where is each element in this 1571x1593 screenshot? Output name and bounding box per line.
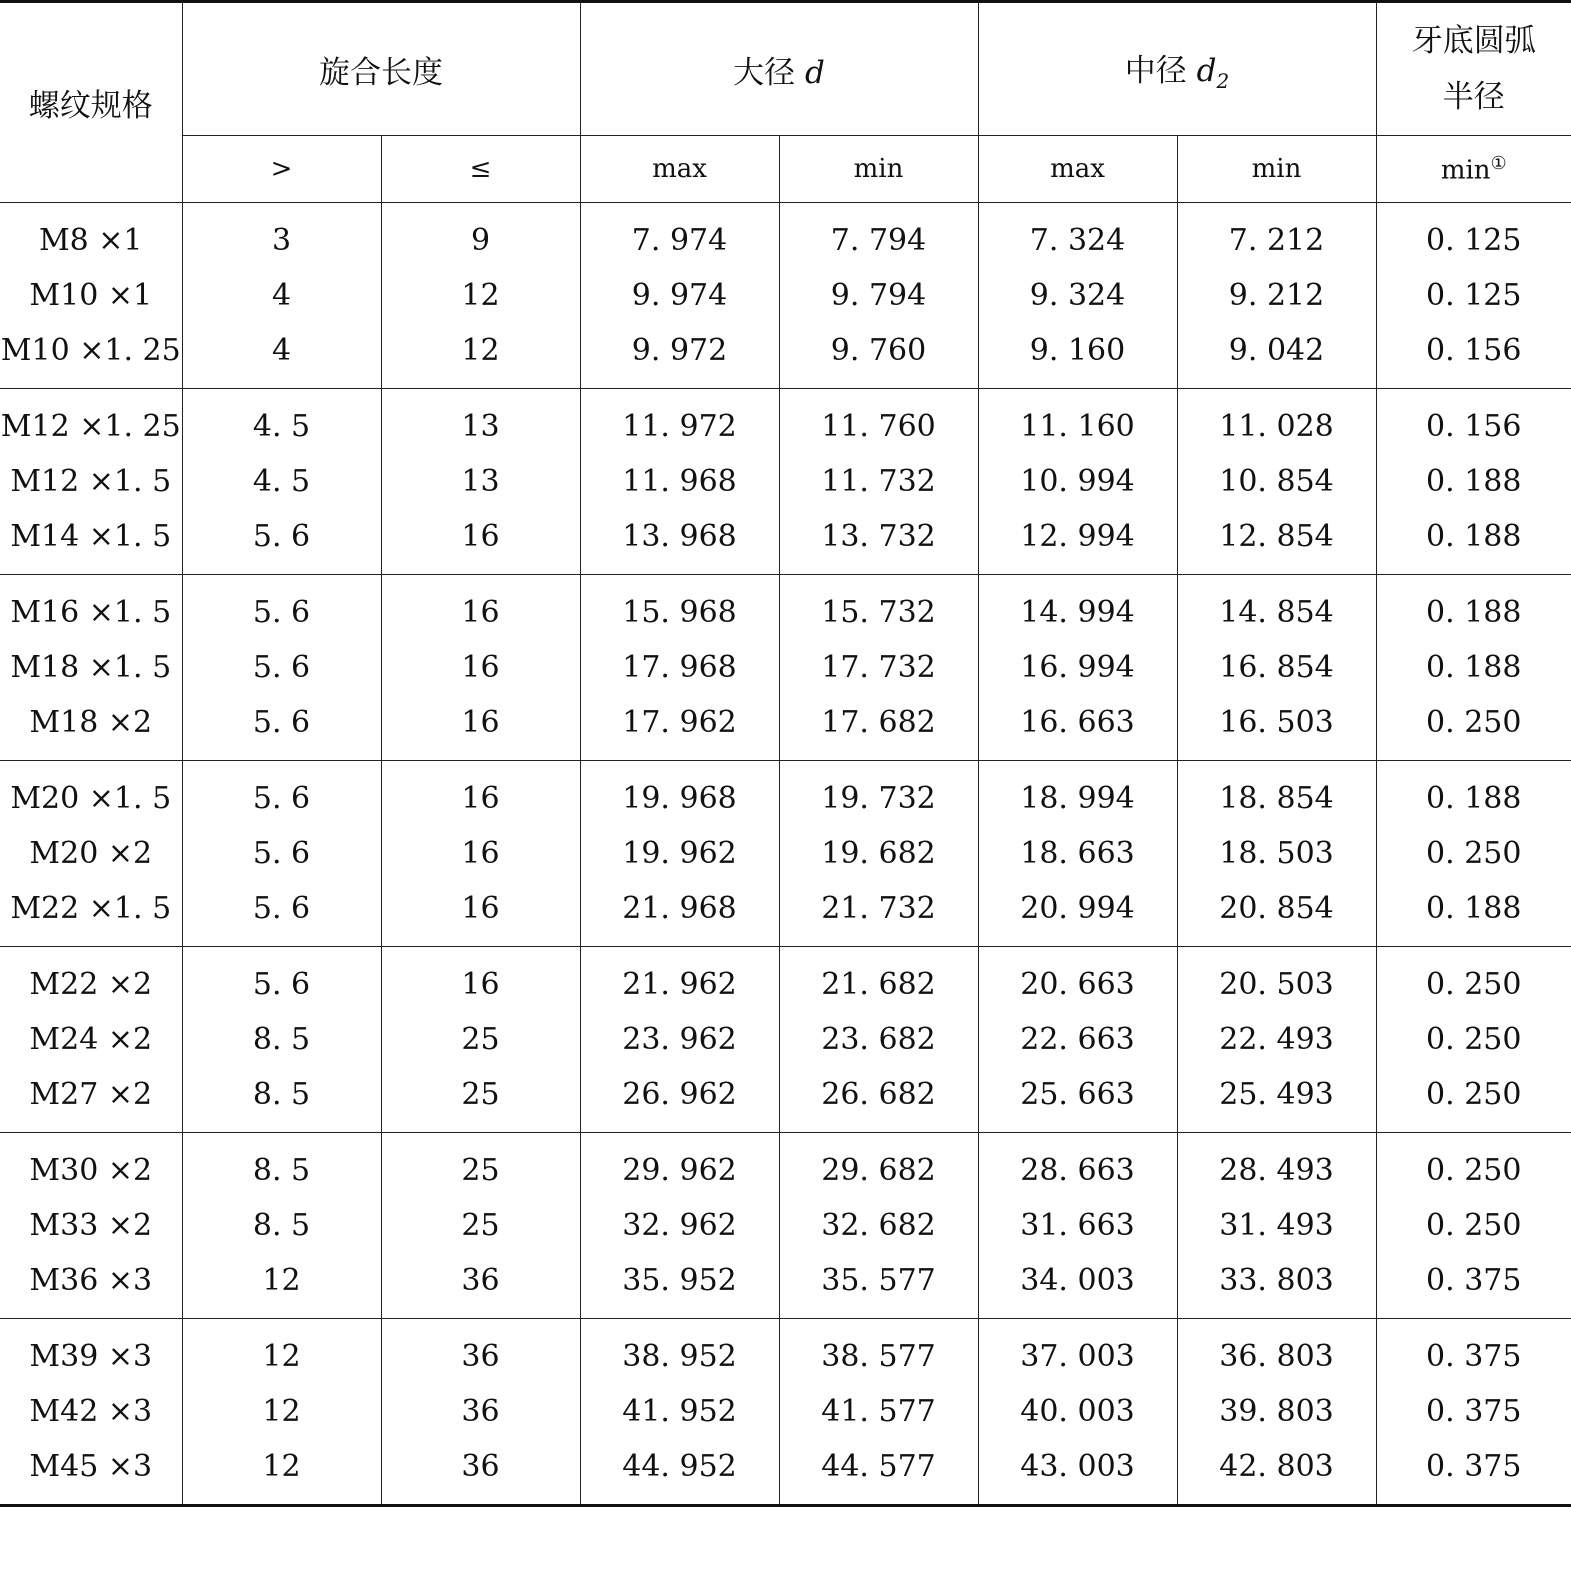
cell-pitch-max: 11. 160: [978, 389, 1177, 455]
cell-pitch-max: 20. 663: [978, 947, 1177, 1013]
cell-engagement-gt: 5. 6: [182, 881, 381, 947]
cell-engagement-gt: 5. 6: [182, 695, 381, 761]
cell-engagement-le: 25: [381, 1198, 580, 1253]
cell-pitch-max: 16. 663: [978, 695, 1177, 761]
cell-engagement-le: 12: [381, 268, 580, 323]
cell-pitch-min: 14. 854: [1177, 575, 1376, 641]
header-root-radius-line2: 半径: [1442, 79, 1505, 115]
cell-pitch-min: 16. 503: [1177, 695, 1376, 761]
table-row: [0, 1384, 1571, 1439]
subheader-major-min-text: min: [853, 154, 904, 184]
cell-major-min: 19. 682: [779, 826, 978, 881]
cell-engagement-le: 25: [381, 1067, 580, 1133]
cell-spec: M39 ×3: [29, 1339, 153, 1374]
cell-engagement-le: 9: [381, 203, 580, 269]
header-pitch-diameter-text: 中径: [1124, 52, 1187, 89]
cell-major-max: 21. 962: [580, 947, 779, 1013]
table-row: [0, 695, 1571, 761]
cell-major-min: 9. 760: [779, 323, 978, 389]
cell-spec: M33 ×2: [29, 1208, 153, 1243]
cell-spec: M12 ×1. 25: [0, 409, 181, 444]
cell-pitch-min: 18. 854: [1177, 761, 1376, 827]
cell-engagement-gt: 8. 5: [182, 1198, 381, 1253]
cell-pitch-max: 9. 160: [978, 323, 1177, 389]
cell-engagement-gt: 4: [182, 323, 381, 389]
cell-pitch-max: 14. 994: [978, 575, 1177, 641]
cell-pitch-max: 12. 994: [978, 509, 1177, 575]
cell-spec: M16 ×1. 5: [10, 595, 172, 630]
cell-major-max: 29. 962: [580, 1133, 779, 1199]
cell-engagement-le: 36: [381, 1384, 580, 1439]
header-row-sub: [0, 136, 1571, 203]
cell-spec: M22 ×1. 5: [0, 881, 182, 947]
cell-major-max: 7. 974: [580, 203, 779, 269]
cell-spec: M10 ×1. 25: [0, 323, 182, 389]
table-row: [0, 1133, 1571, 1199]
cell-root-radius-min: 0. 250: [1376, 695, 1571, 761]
cell-engagement-gt: 5. 6: [182, 826, 381, 881]
table-row: [0, 640, 1571, 695]
cell-engagement-le: 16: [381, 881, 580, 947]
cell-major-min: 17. 682: [779, 695, 978, 761]
cell-pitch-min: 16. 854: [1177, 640, 1376, 695]
cell-root-radius-min: 0. 250: [1376, 947, 1571, 1013]
cell-spec: M20 ×1. 5: [10, 781, 172, 816]
cell-pitch-max: 9. 324: [978, 268, 1177, 323]
cell-engagement-gt: 3: [182, 203, 381, 269]
cell-root-radius-min: 0. 188: [1376, 575, 1571, 641]
cell-major-min: 29. 682: [779, 1133, 978, 1199]
table-row: [0, 203, 1571, 269]
cell-pitch-min: 20. 854: [1177, 881, 1376, 947]
table-row: [0, 323, 1571, 389]
table-row: [0, 1319, 1571, 1385]
cell-pitch-max: 16. 994: [978, 640, 1177, 695]
cell-major-max: 15. 968: [580, 575, 779, 641]
cell-engagement-gt: 8. 5: [182, 1012, 381, 1067]
cell-engagement-le: 36: [381, 1253, 580, 1319]
cell-spec: M10 ×1: [29, 278, 153, 313]
cell-spec: M22 ×2: [29, 967, 153, 1002]
cell-pitch-max: 20. 994: [978, 881, 1177, 947]
cell-spec: M45 ×3: [0, 1439, 182, 1506]
cell-spec: M12 ×1. 5: [10, 464, 172, 499]
cell-major-max: 9. 974: [580, 268, 779, 323]
subheader-major-min: [779, 136, 978, 203]
cell-pitch-min: 7. 212: [1177, 203, 1376, 269]
table-row: [0, 761, 1571, 827]
table-row: [0, 509, 1571, 575]
cell-pitch-max: 28. 663: [978, 1133, 1177, 1199]
cell-major-min: 11. 760: [779, 389, 978, 455]
cell-major-min: 17. 732: [779, 640, 978, 695]
cell-major-min: 44. 577: [779, 1439, 978, 1506]
cell-pitch-min: 42. 803: [1177, 1439, 1376, 1506]
cell-spec: M30 ×2: [29, 1153, 153, 1188]
cell-major-min: 21. 682: [779, 947, 978, 1013]
cell-major-max: 11. 972: [580, 389, 779, 455]
cell-major-max: 9. 972: [580, 323, 779, 389]
table-row: [0, 1439, 1571, 1506]
header-engagement-length: [182, 2, 580, 136]
cell-root-radius-min: 0. 250: [1376, 1067, 1571, 1133]
cell-root-radius-min: 0. 156: [1376, 389, 1571, 455]
table-row: [0, 1067, 1571, 1133]
cell-major-min: 7. 794: [779, 203, 978, 269]
header-spec-text: 螺纹规格: [28, 88, 153, 124]
cell-root-radius-min: 0. 125: [1376, 268, 1571, 323]
cell-engagement-gt: 8. 5: [182, 1067, 381, 1133]
table-row: [0, 575, 1571, 641]
cell-pitch-min: 39. 803: [1177, 1384, 1376, 1439]
cell-engagement-le: 16: [381, 761, 580, 827]
cell-spec: M24 ×2: [29, 1022, 153, 1057]
cell-root-radius-min: 0. 375: [1376, 1319, 1571, 1385]
header-row-top: [0, 2, 1571, 136]
subheader-root-min-text: min: [1440, 155, 1491, 186]
subheader-root-min: [1376, 136, 1571, 203]
cell-pitch-max: 18. 994: [978, 761, 1177, 827]
cell-pitch-max: 18. 663: [978, 826, 1177, 881]
header-major-diameter: [580, 2, 978, 136]
header-major-diameter-text: 大径: [733, 54, 796, 91]
cell-root-radius-min: 0. 188: [1376, 509, 1571, 575]
table-row: [0, 454, 1571, 509]
cell-major-min: 26. 682: [779, 1067, 978, 1133]
cell-pitch-min: 31. 493: [1177, 1198, 1376, 1253]
table-row: [0, 947, 1571, 1013]
cell-pitch-min: 22. 493: [1177, 1012, 1376, 1067]
table-row: [0, 1012, 1571, 1067]
cell-engagement-le: 36: [381, 1439, 580, 1506]
cell-engagement-gt: 5. 6: [182, 947, 381, 1013]
cell-major-max: 17. 962: [580, 695, 779, 761]
cell-spec: M14 ×1. 5: [0, 509, 182, 575]
header-pitch-diameter-subscript: 2: [1216, 69, 1230, 94]
cell-engagement-le: 16: [381, 575, 580, 641]
cell-pitch-min: 25. 493: [1177, 1067, 1376, 1133]
cell-pitch-min: 20. 503: [1177, 947, 1376, 1013]
cell-major-min: 15. 732: [779, 575, 978, 641]
cell-engagement-le: 13: [381, 389, 580, 455]
cell-engagement-le: 16: [381, 640, 580, 695]
table-row: [0, 268, 1571, 323]
cell-pitch-max: 22. 663: [978, 1012, 1177, 1067]
cell-pitch-min: 11. 028: [1177, 389, 1376, 455]
cell-spec: M18 ×2: [0, 695, 182, 761]
cell-pitch-min: 9. 212: [1177, 268, 1376, 323]
cell-root-radius-min: 0. 188: [1376, 881, 1571, 947]
table-body: [0, 203, 1571, 1506]
cell-major-max: 44. 952: [580, 1439, 779, 1506]
cell-major-max: 38. 952: [580, 1319, 779, 1385]
cell-spec: M42 ×3: [29, 1394, 153, 1429]
cell-pitch-max: 37. 003: [978, 1319, 1177, 1385]
cell-pitch-max: 10. 994: [978, 454, 1177, 509]
header-root-radius-line1: 牙底圆弧: [1411, 23, 1536, 59]
cell-engagement-gt: 12: [182, 1439, 381, 1506]
cell-pitch-max: 34. 003: [978, 1253, 1177, 1319]
cell-root-radius-min: 0. 375: [1376, 1253, 1571, 1319]
cell-spec: M27 ×2: [0, 1067, 182, 1133]
cell-engagement-gt: 12: [182, 1319, 381, 1385]
cell-engagement-gt: 5. 6: [182, 640, 381, 695]
cell-engagement-le: 16: [381, 695, 580, 761]
cell-pitch-min: 36. 803: [1177, 1319, 1376, 1385]
cell-pitch-min: 9. 042: [1177, 323, 1376, 389]
table-row: [0, 1253, 1571, 1319]
cell-major-min: 38. 577: [779, 1319, 978, 1385]
header-spec: [0, 2, 182, 203]
cell-major-min: 41. 577: [779, 1384, 978, 1439]
cell-pitch-max: 43. 003: [978, 1439, 1177, 1506]
footnote-mark: ①: [1490, 152, 1507, 174]
cell-engagement-gt: 5. 6: [182, 761, 381, 827]
cell-engagement-gt: 12: [182, 1253, 381, 1319]
cell-major-max: 19. 968: [580, 761, 779, 827]
cell-major-min: 13. 732: [779, 509, 978, 575]
cell-engagement-gt: 4. 5: [182, 389, 381, 455]
cell-major-max: 19. 962: [580, 826, 779, 881]
cell-major-min: 9. 794: [779, 268, 978, 323]
subheader-pitch-max: [978, 136, 1177, 203]
cell-root-radius-min: 0. 188: [1376, 640, 1571, 695]
subheader-le-text: ≤: [469, 154, 492, 184]
subheader-major-max-text: max: [652, 154, 707, 184]
header-engagement-length-text: 旋合长度: [319, 54, 443, 91]
cell-spec: M18 ×1. 5: [10, 650, 172, 685]
cell-engagement-le: 13: [381, 454, 580, 509]
cell-engagement-gt: 8. 5: [182, 1133, 381, 1199]
cell-pitch-max: 7. 324: [978, 203, 1177, 269]
cell-pitch-max: 40. 003: [978, 1384, 1177, 1439]
cell-spec: M8 ×1: [38, 223, 143, 258]
cell-pitch-min: 33. 803: [1177, 1253, 1376, 1319]
subheader-le: [381, 136, 580, 203]
cell-pitch-min: 10. 854: [1177, 454, 1376, 509]
cell-root-radius-min: 0. 375: [1376, 1439, 1571, 1506]
cell-engagement-le: 36: [381, 1319, 580, 1385]
subheader-pitch-max-text: max: [1050, 154, 1105, 184]
cell-major-min: 19. 732: [779, 761, 978, 827]
cell-spec: M20 ×2: [29, 836, 153, 871]
cell-major-max: 35. 952: [580, 1253, 779, 1319]
header-major-diameter-symbol: d: [805, 54, 825, 91]
subheader-pitch-min-text: min: [1251, 154, 1302, 184]
cell-engagement-le: 12: [381, 323, 580, 389]
cell-engagement-gt: 4. 5: [182, 454, 381, 509]
cell-spec: M36 ×3: [0, 1253, 182, 1319]
subheader-pitch-min: [1177, 136, 1376, 203]
cell-engagement-le: 25: [381, 1012, 580, 1067]
cell-pitch-min: 12. 854: [1177, 509, 1376, 575]
cell-root-radius-min: 0. 250: [1376, 1012, 1571, 1067]
cell-major-max: 41. 952: [580, 1384, 779, 1439]
cell-pitch-min: 18. 503: [1177, 826, 1376, 881]
cell-major-max: 26. 962: [580, 1067, 779, 1133]
cell-engagement-le: 16: [381, 947, 580, 1013]
subheader-gt: [182, 136, 381, 203]
cell-engagement-gt: 4: [182, 268, 381, 323]
subheader-major-max: [580, 136, 779, 203]
cell-engagement-le: 16: [381, 509, 580, 575]
cell-engagement-gt: 12: [182, 1384, 381, 1439]
cell-root-radius-min: 0. 375: [1376, 1384, 1571, 1439]
cell-major-max: 32. 962: [580, 1198, 779, 1253]
cell-pitch-min: 28. 493: [1177, 1133, 1376, 1199]
cell-major-max: 23. 962: [580, 1012, 779, 1067]
cell-root-radius-min: 0. 125: [1376, 203, 1571, 269]
header-pitch-diameter: [978, 2, 1376, 136]
table-row: [0, 826, 1571, 881]
table-row: [0, 881, 1571, 947]
header-pitch-diameter-symbol: d: [1196, 52, 1217, 89]
cell-root-radius-min: 0. 250: [1376, 1133, 1571, 1199]
cell-root-radius-min: 0. 156: [1376, 323, 1571, 389]
cell-root-radius-min: 0. 188: [1376, 454, 1571, 509]
cell-pitch-max: 25. 663: [978, 1067, 1177, 1133]
cell-major-min: 32. 682: [779, 1198, 978, 1253]
cell-major-min: 35. 577: [779, 1253, 978, 1319]
cell-major-min: 23. 682: [779, 1012, 978, 1067]
cell-engagement-le: 25: [381, 1133, 580, 1199]
cell-root-radius-min: 0. 250: [1376, 826, 1571, 881]
cell-major-max: 11. 968: [580, 454, 779, 509]
cell-root-radius-min: 0. 250: [1376, 1198, 1571, 1253]
table-row: [0, 389, 1571, 455]
cell-major-min: 11. 732: [779, 454, 978, 509]
header-root-radius: [1376, 2, 1571, 136]
cell-major-max: 17. 968: [580, 640, 779, 695]
cell-major-min: 21. 732: [779, 881, 978, 947]
cell-engagement-le: 16: [381, 826, 580, 881]
cell-root-radius-min: 0. 188: [1376, 761, 1571, 827]
cell-major-max: 21. 968: [580, 881, 779, 947]
table-row: [0, 1198, 1571, 1253]
cell-engagement-gt: 5. 6: [182, 575, 381, 641]
cell-major-max: 13. 968: [580, 509, 779, 575]
cell-engagement-gt: 5. 6: [182, 509, 381, 575]
cell-pitch-max: 31. 663: [978, 1198, 1177, 1253]
subheader-gt-text: >: [270, 154, 293, 184]
